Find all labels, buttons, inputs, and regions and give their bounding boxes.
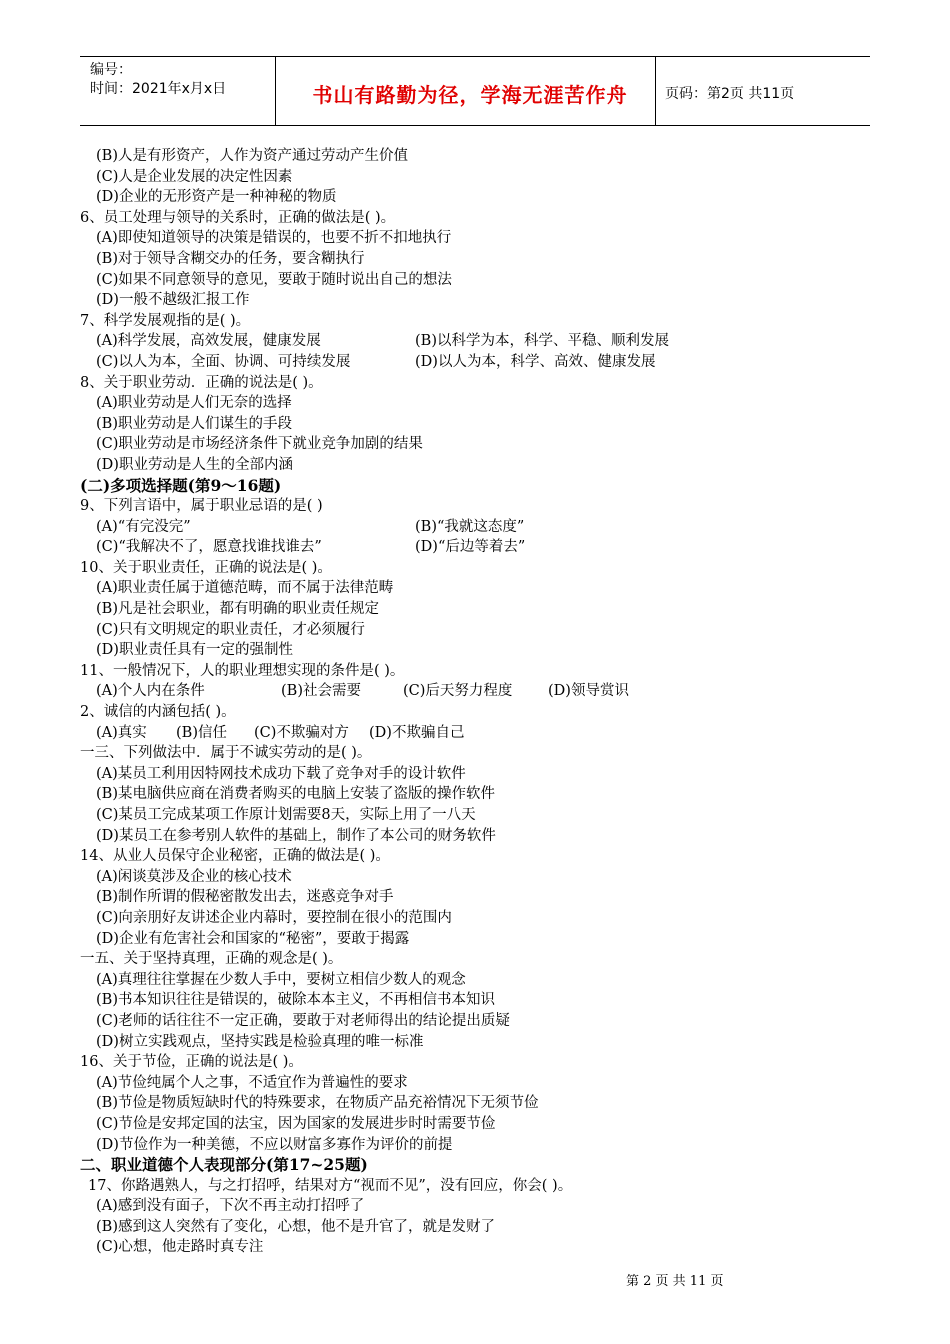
- section-heading: 二、职业道德个人表现部分(第17~25题): [80, 1155, 368, 1175]
- question-9: 9、下列言语中，属于职业忌语的是( ): [80, 498, 323, 515]
- header-meta: [90, 61, 226, 99]
- section-heading: (二)多项选择题(第9～16题): [80, 475, 282, 495]
- option-line: (A)感到没有面子，下次不再主动打招呼了: [96, 1198, 365, 1215]
- page-footer: 第 2 页 共 11 页: [626, 1274, 724, 1289]
- option-line: (A)节俭纯属个人之事，不适宜作为普遍性的要求: [96, 1074, 408, 1091]
- option-b: (B)以科学为本，科学、平稳、顺利发展: [415, 333, 669, 350]
- question-8: 8、关于职业劳动．正确的说法是( )。: [80, 374, 323, 391]
- option-d: (D)不欺骗自己: [369, 724, 465, 741]
- option-row: [80, 681, 880, 702]
- option-d: (D)以人为本，科学、高效、健康发展: [415, 353, 656, 370]
- option-line: (D)职业劳动是人生的全部内涵: [96, 456, 293, 473]
- header-page-info: 页码：第2页 共11页: [665, 86, 795, 102]
- option-a: (A)真实: [96, 724, 147, 741]
- document-body: [80, 146, 880, 1258]
- option-b: (B)“我就这态度”: [415, 518, 525, 535]
- option-row: [80, 517, 880, 538]
- option-line: (D)某员工在参考别人软件的基础上，制作了本公司的财务软件: [96, 827, 496, 844]
- header-motto: 书山有路勤为径，学海无涯苦作舟: [312, 83, 628, 107]
- header-divider: [275, 57, 276, 125]
- option-line: (B)感到这人突然有了变化，心想，他不是升官了，就是发财了: [96, 1218, 495, 1235]
- option-line: (B)书本知识往往是错误的，破除本本主义，不再相信书本知识: [96, 992, 495, 1009]
- question-16: 16、关于节俭，正确的说法是( )。: [80, 1054, 303, 1071]
- option-row: [80, 352, 880, 373]
- option-line: (B)人是有形资产，人作为资产通过劳动产生价值: [96, 148, 408, 164]
- question-13: 一三、下列做法中．属于不诚实劳动的是( )。: [80, 745, 372, 762]
- option-line: (C)如果不同意领导的意见，要敢于随时说出自己的想法: [96, 271, 452, 288]
- option-line: (C)老师的话往往不一定正确，要敢于对老师得出的结论提出质疑: [96, 1012, 510, 1029]
- option-line: (C)只有文明规定的职业责任，才必须履行: [96, 621, 365, 638]
- option-line: (D)节俭作为一种美德，不应以财富多寡作为评价的前提: [96, 1136, 453, 1153]
- question-7: 7、科学发展观指的是( )。: [80, 312, 251, 329]
- option-line: (C)职业劳动是市场经济条件下就业竞争加剧的结果: [96, 436, 423, 453]
- option-line: (A)即使知道领导的决策是错误的，也要不折不扣地执行: [96, 230, 452, 247]
- option-line: (D)一般不越级汇报工作: [96, 292, 250, 309]
- question-10: 10、关于职业责任，正确的说法是( )。: [80, 559, 332, 576]
- document-date: 时间：2021年x月x日: [90, 81, 227, 97]
- option-line: (D)企业的无形资产是一种神秘的物质: [96, 189, 337, 206]
- option-line: (A)真理往往掌握在少数人手中，要树立相信少数人的观念: [96, 971, 466, 988]
- header-divider: [655, 57, 656, 125]
- option-a: (A)个人内在条件: [96, 683, 205, 700]
- document-number: 编号：: [90, 62, 132, 78]
- option-line: (C)向亲朋好友讲述企业内幕时，要控制在很小的范围内: [96, 909, 452, 926]
- question-6: 6、员工处理与领导的关系时，正确的做法是( )。: [80, 209, 396, 226]
- option-a: (A)科学发展，高效发展，健康发展: [96, 333, 321, 350]
- question-15: 一五、关于坚持真理，正确的观念是( )。: [80, 951, 343, 968]
- option-line: (A)某员工利用因特网技术成功下载了竞争对手的设计软件: [96, 765, 466, 782]
- option-line: (C)人是企业发展的决定性因素: [96, 168, 293, 185]
- option-c: (C)以人为本，全面、协调、可持续发展: [96, 353, 351, 370]
- option-line: (C)心想，他走路时真专注: [96, 1239, 264, 1256]
- option-d: (D)“后边等着去”: [415, 539, 526, 556]
- option-line: (D)树立实践观点，坚持实践是检验真理的唯一标准: [96, 1033, 424, 1050]
- question-14: 14、从业人员保守企业秘密，正确的做法是( )。: [80, 848, 390, 865]
- option-row: [80, 537, 880, 558]
- option-c: (C)后天努力程度: [403, 683, 513, 700]
- option-line: (A)闲谈莫涉及企业的核心技术: [96, 868, 292, 885]
- question-17: 17、你路遇熟人，与之打招呼，结果对方“视而不见”，没有回应，你会( )。: [88, 1177, 573, 1194]
- question-12: 2、诚信的内涵包括( )。: [80, 704, 236, 721]
- option-line: (D)企业有危害社会和国家的“秘密”，要敢于揭露: [96, 930, 410, 947]
- option-d: (D)领导赏识: [548, 683, 629, 700]
- option-line: (C)某员工完成某项工作原计划需要8天，实际上用了一八天: [96, 807, 476, 823]
- option-line: (D)职业责任具有一定的强制性: [96, 642, 293, 659]
- option-line: (B)职业劳动是人们谋生的手段: [96, 415, 292, 432]
- option-line: (B)某电脑供应商在消费者购买的电脑上安装了盗版的操作软件: [96, 786, 495, 803]
- option-line: (C)节俭是安邦定国的法宝，因为国家的发展进步时时需要节俭: [96, 1115, 496, 1132]
- option-a: (A)“有完没完”: [96, 518, 191, 535]
- option-row: [80, 331, 880, 352]
- option-line: (A)职业责任属于道德范畴，而不属于法律范畴: [96, 580, 394, 597]
- option-line: (B)对于领导含糊交办的任务，要含糊执行: [96, 250, 365, 267]
- option-b: (B)社会需要: [281, 683, 361, 700]
- option-row: [80, 723, 880, 744]
- option-b: (B)信任: [176, 724, 227, 741]
- option-line: (B)节俭是物质短缺时代的特殊要求，在物质产品充裕情况下无须节俭: [96, 1095, 539, 1112]
- option-line: (A)职业劳动是人们无奈的选择: [96, 395, 292, 412]
- page-header: [80, 56, 870, 126]
- option-c: (C)不欺骗对方: [254, 724, 349, 741]
- option-c: (C)“我解决不了，愿意找谁找谁去”: [96, 539, 322, 556]
- question-11: 11、一般情况下，人的职业理想实现的条件是( )。: [80, 662, 405, 679]
- option-line: (B)制作所谓的假秘密散发出去，迷惑竞争对手: [96, 889, 394, 906]
- option-line: (B)凡是社会职业，都有明确的职业责任规定: [96, 601, 379, 618]
